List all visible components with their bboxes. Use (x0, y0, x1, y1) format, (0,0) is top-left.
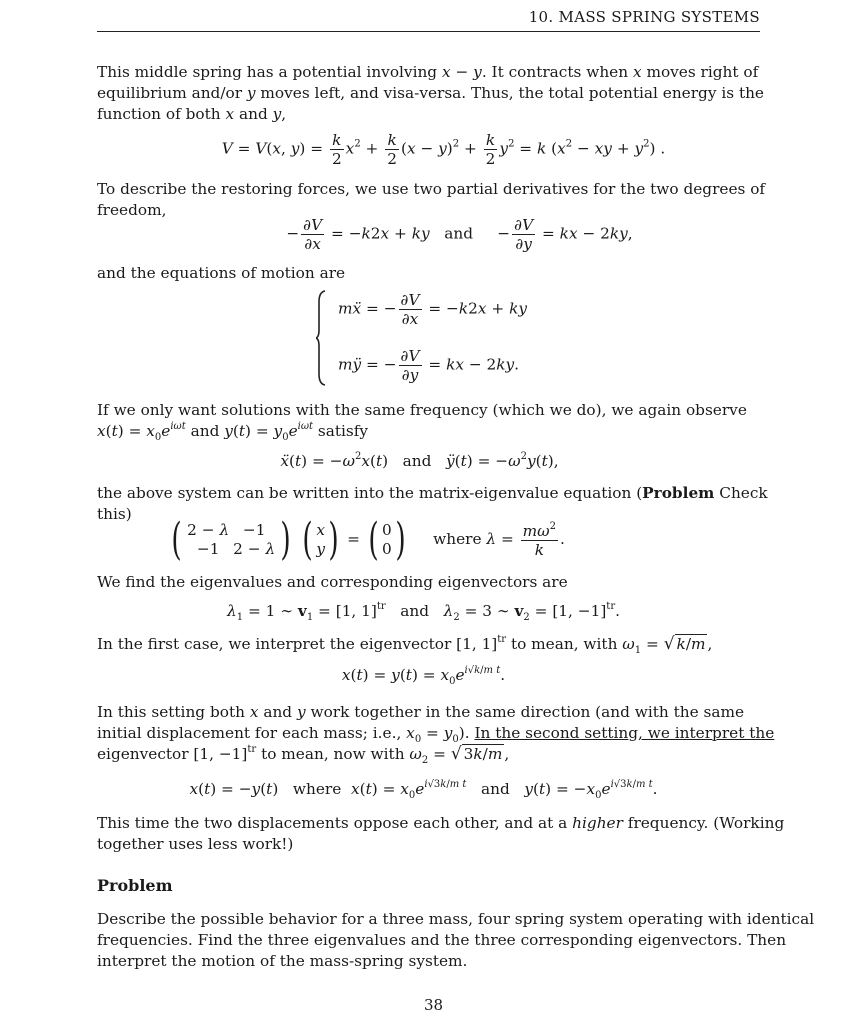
paragraph-eigenvalues: We find the eigenvalues and corresponding eigenvectors are (97, 573, 568, 591)
header-rule (97, 31, 760, 32)
potential-energy-equation: V = V(x, y) = $\frac{k}{2}$ $x^2$ + $\frac{k}{2}$ $(x - y)^2$ + $\frac{k}{2}$ $y^2 = k$ ($x^2$ − xy + $y^2$) . (221, 131, 666, 168)
second-mode-solution: x(t) = −y(t) where $x(t) = x_0e^{i√3k/m t}$ and $y(t) = -x_0e^{i√3k/m t}$. (189, 779, 658, 801)
paragraph-equations-of-motion: and the equations of motion are (97, 264, 346, 282)
paragraph-higher-frequency: This time the two displacements oppose each other, and at a higher frequency. (Working together uses less work!) (97, 814, 785, 853)
running-head: 10. MASS SPRING SYSTEMS (528, 8, 760, 26)
paragraph-potential: This middle spring has a potential involving x − y. It contracts when x moves right of equilibrium and/or y moves left, and visa-versa. Thus, the total potential energy is the function of both x and y, (97, 63, 764, 123)
problem-heading: Problem (97, 876, 173, 895)
system-brace (316, 290, 326, 386)
equation-motion-x: mẍ = − $\frac{\partial V}{\partial x}$ = −k2x + ky (338, 291, 527, 328)
paragraph-problem: Describe the possible behavior for a three mass, four spring system operating with identical frequencies. Find the three eigenvalues and the three corresponding eigenvectors. Then interpret the motion of the mass-spring system. (97, 910, 815, 970)
matrix-eigenvalue-equation: ( 2 − λ −1 −1 2 − λ ) ( x y ) = ( 0 0 ) where λ = $\frac{m\omega^2}{k}$ . (171, 514, 565, 565)
paragraph-second-case: In this setting both x and y work together in the same direction (and with the same initial displacement for each mass; i.e., $x_0 = y_0$). In the second setting, we interpret the eigenvector [1, −1]$^{tr}$ to mean, now with $\omega_2$ = √ 3k/m , (97, 703, 775, 766)
first-mode-solution: $x(t) = y(t) = x_0e^{i√k/m t}$. (341, 665, 506, 687)
paragraph-restoring-forces: To describe the restoring forces, we use two partial derivatives for the two degrees of freedom, (97, 180, 766, 219)
page-number: 38 (423, 996, 444, 1014)
paragraph-same-frequency: If we only want solutions with the same frequency (which we do), we again observe $x(t) = x_0e^{i\omega t}$ and $y(t) = y_0e^{i\omega t}$ satisfy (97, 401, 747, 443)
eigenvalues-equation: $\lambda_1 = 1$ ∼ $v_1 = [1$, 1]$^{tr}$ and $\lambda_2 = 3$ ∼ $v_2 = [1$, −1]$^{tr}$. (227, 601, 620, 623)
second-derivative-equation: ẍ(t) = $-\omega^2x(t)$ and ÿ(t) = $-\omega^2y(t)$, (280, 451, 559, 470)
equation-motion-y: mÿ = − $\frac{\partial V}{\partial y}$ = kx − 2ky. (338, 347, 520, 384)
partial-derivatives-equation: − $\frac{\partial V}{\partial x}$ = −k2x + ky and − $\frac{\partial V}{\partial y}$ = kx − 2ky, (286, 216, 633, 253)
paragraph-matrix-eigenvalue: the above system can be written into the matrix-eigenvalue equation (Problem Check this) (97, 484, 768, 523)
paragraph-first-case: In the first case, we interpret the eigenvector [1, 1]$^{tr}$ to mean, with $\omega_1$ = √ k/m , (97, 634, 713, 656)
